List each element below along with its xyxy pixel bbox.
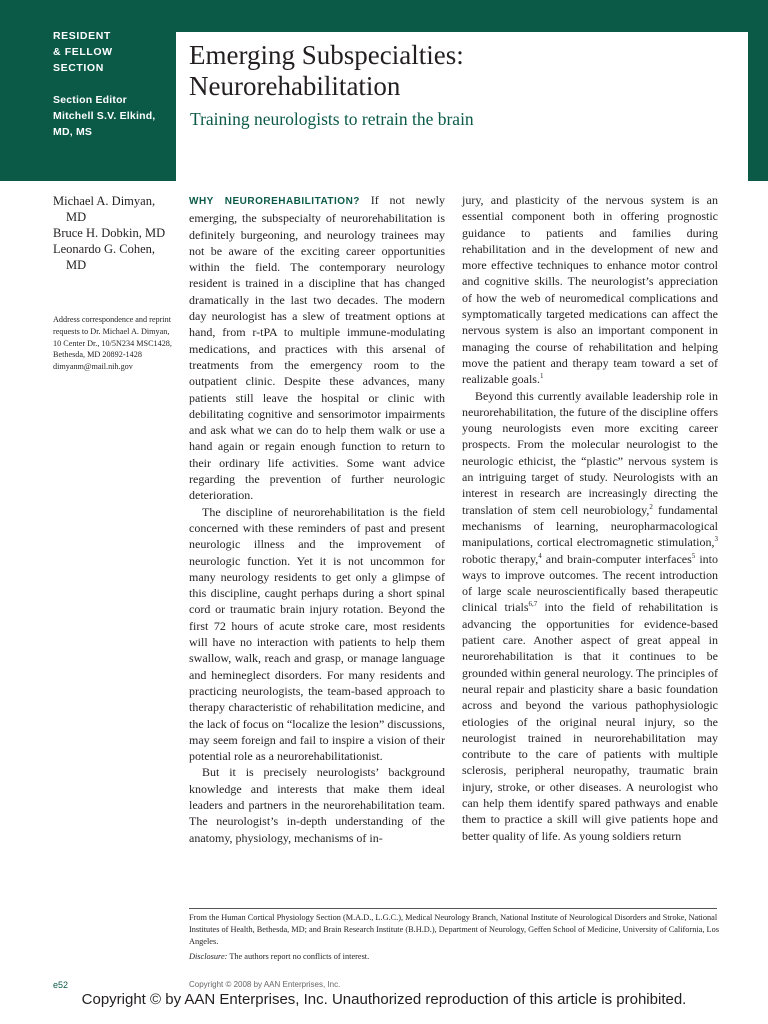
author-name: Bruce H. Dobkin, MD: [53, 226, 166, 240]
article-title: [189, 40, 464, 102]
section-editor: [53, 92, 173, 140]
footnote-divider: [189, 908, 717, 909]
title-line: Emerging Subspecialties:: [189, 40, 464, 70]
citation-ref: 3: [714, 535, 718, 544]
copyright-small: Copyright © 2008 by AAN Enterprises, Inc.: [189, 980, 341, 989]
page-number: e52: [53, 980, 69, 990]
affiliation-note: From the Human Cortical Physiology Section (M.A.D., L.G.C.), Medical Neurology Branch, National Institute of Neurological Disorders and Stroke, National Institutes of Health, Bethesda, MD; and Brain Research Institute (B.H.D.), Department of Neurology, Geffen School of Medicine, University of California, Los Angeles.: [189, 913, 719, 946]
paragraph-text: robotic therapy,: [462, 551, 539, 566]
author-name: Michael A. Dimyan, MD: [53, 194, 156, 224]
author-list: [53, 193, 175, 273]
paragraph-text: into the field of rehabilitation is advancing the opportunities for evidence-based patient care. Another aspect of great appeal in neurorehabilitation is that it continues to be grounded within general neurology. The principles of neural repair and plasticity share a basic foundation across and beyond the various pathophysiologic etiologies of the original neural injury, so the neurologist trained in neurorehabilitation may contribute to the care of patients with multiple sclerosis, peripheral neuropathy, traumatic brain injury, stroke, or other diseases. A neurologist who can help them identify spared pathways and enable them to practice a skill will give patients hope and better quality of life. As young soldiers return: [462, 600, 718, 843]
section-label: [53, 28, 171, 76]
footnotes: [189, 912, 719, 963]
editor-line: Section Editor: [53, 94, 127, 106]
paragraph-text: jury, and plasticity of the nervous system is an essential component both in offering prognostic guidance to patients and families during rehabilitation and in the development of new and more effective techniques to enhance motor control and cognitive skills. The neurologist’s appreciation of how the web of neuromedical complications and symptomatically targeted medications can affect the nervous system is also an important component in managing the course of rehabilitation and helping move the patient and therapy team toward a set of realizable goals.: [462, 193, 718, 387]
paragraph-text: If not newly emerging, the subspecialty of neurorehabilitation is definitely burgeoning, and neurology trainees may not be aware of the exciting career opportunities within the field. The contemporary neurology resident is trained in a discipline that has changed dramatically in the last two decades. The modern day neurologist has a slew of treatment options at hand, from r-tPA to multiple immune-modulating medications, and practices with this arsenal of treatments from the emergency room to the outpatient clinic. Despite these advances, many patients still leave the hospital or clinic with debilitating cognitive and sensorimotor impairments and ask what we can do to help them walk or use a hand again or regain enough function to return to their ordinary life activities. Some want advice regarding the prevention of further neurologic deterioration.: [189, 193, 445, 503]
body-column-2: [462, 192, 718, 844]
section-heading: WHY NEUROREHABILITATION?: [189, 196, 360, 207]
citation-ref: 2: [649, 502, 653, 511]
copyright-banner: Copyright © by AAN Enterprises, Inc. Unauthorized reproduction of this article is prohibited.: [81, 991, 687, 1008]
author-name: Leonardo G. Cohen, MD: [53, 242, 156, 272]
article-subtitle: Training neurologists to retrain the brain: [190, 109, 474, 129]
citation-ref: 5: [691, 551, 696, 560]
header-band: [0, 0, 768, 181]
paragraph-text: into ways to improve outcomes. The recent introduction of large scale neuroscientifically based therapeutic clinical trials: [462, 551, 718, 615]
section-label-line: SECTION: [53, 62, 104, 74]
editor-line: Mitchell S.V. Elkind,: [53, 110, 156, 122]
disclosure-text: The authors report no conflicts of interest.: [227, 952, 370, 961]
editor-line: MD, MS: [53, 126, 93, 138]
section-label-line: RESIDENT: [53, 30, 111, 42]
title-line: Neurorehabilitation: [189, 71, 401, 101]
body-column-1: [189, 192, 445, 846]
body-paragraph: The discipline of neurorehabilitation is the field concerned with these reminders of past and present neurologic illness and the improvement of neurologic function. Yet it is not uncommon for many neurology residents to get only a glimpse of this discipline, caught perhaps during a short spinal cord or traumatic brain injury rotation. Beyond the first 72 hours of acute stroke care, most residents will have no interaction with patients to help them swallow, walk, reach and grasp, or manage language and hemineglect disorders. For many residents and practicing neurologists, the team-based approach to therapy characteristic of rehabilitation medicine, and the lack of focus on “localize the lesion” discussions, may seem foreign and fail to inspire a vision of their potential role as a neurorehabilitationist.: [189, 504, 445, 764]
body-paragraph: [462, 192, 718, 388]
body-paragraph: But it is precisely neurologists’ background knowledge and interests that make them ideal leaders and partners in the neurorehabilitation team. The neurologist’s in-depth understanding of the anatomy, physiology, mechanisms of in-: [189, 765, 445, 845]
correspondence-note: Address correspondence and reprint requests to Dr. Michael A. Dimyan, 10 Center Dr., 10/5N234 MSC1428, Bethesda, MD 20892-1428 dimyanm@mail.nih.gov: [53, 315, 172, 372]
disclosure-label: Disclosure:: [189, 952, 228, 961]
paragraph-text: fundamental mechanisms of learning, neuropharmacological manipulations, cortical electromagnetic stimulation,: [462, 502, 718, 550]
body-paragraph: [189, 192, 445, 504]
body-paragraph: [462, 388, 718, 844]
paragraph-text: and brain-computer interfaces: [541, 551, 692, 566]
citation-ref: 6,7: [528, 600, 538, 609]
citation-ref: 4: [538, 551, 542, 560]
section-label-line: & FELLOW: [53, 46, 113, 58]
title-box: [176, 32, 748, 181]
paragraph-text: Beyond this currently available leadership role in neurorehabilitation, the future of the discipline offers young neurologists even more exciting career prospects. From the molecular neurologist to the neurologic ethicist, the “plastic” nervous system is an intriguing target of study. Neurologists with an interest in research are increasingly directing the translation of stem cell neurobiology,: [462, 388, 718, 517]
citation-ref: 1: [539, 372, 544, 381]
disclosure-note: [189, 951, 719, 963]
